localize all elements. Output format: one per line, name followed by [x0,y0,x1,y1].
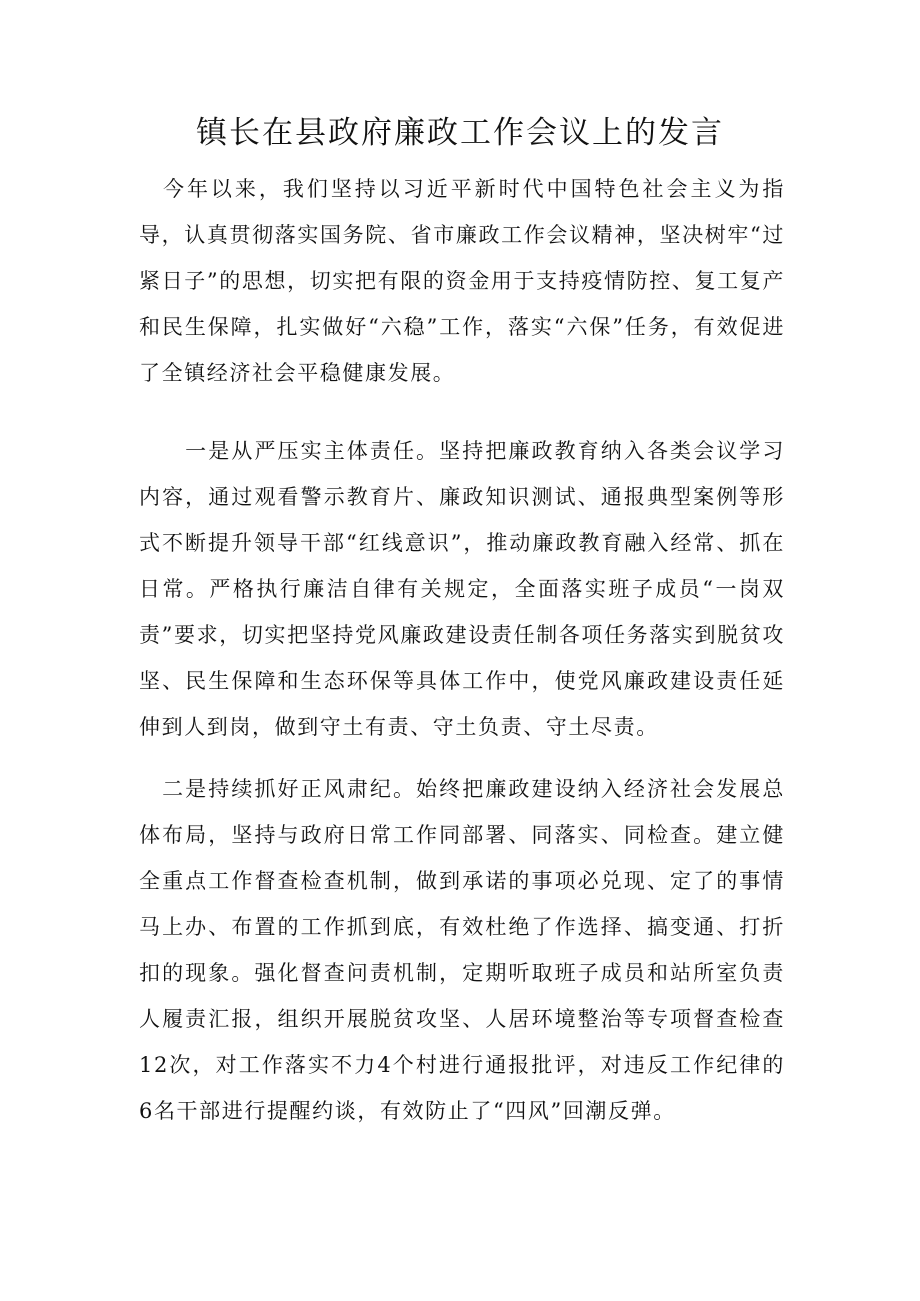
paragraph-responsibility: 一是从严压实主体责任。坚持把廉政教育纳入各类会议学习内容，通过观看警示教育片、廉政知识测试、通报典型案例等形式不断提升领导干部“红线意识”，推动廉政教育融入经常、抓在日常。严格执行廉洁自律有关规定，全面落实班子成员“一岗双责”要求，切实把坚持党风廉政建设责任制各项任务落实到脱贫攻坚、民生保障和生态环保等具体工作中，使党风廉政建设责任延伸到人到岗，做到守土有责、守土负责、守土尽责。 [139,439,785,739]
paragraph-intro: 今年以来，我们坚持以习近平新时代中国特色社会主义为指导，认真贯彻落实国务院、省市廉政工作会议精神，坚决树牢“过紧日子”的思想，切实把有限的资金用于支持疫情防控、复工复产和民生保障，扎实做好“六稳”工作，落实“六保”任务，有效促进了全镇经济社会平稳健康发展。 [139,177,785,385]
paragraph-discipline: 二是持续抓好正风肃纪。始终把廉政建设纳入经济社会发展总体布局，坚持与政府日常工作同部署、同落实、同检查。建立健全重点工作督查检查机制，做到承诺的事项必兑现、定了的事情马上办、布置的工作抓到底，有效杜绝了作选择、搞变通、打折扣的现象。强化督查问责机制，定期听取班子成员和站所室负责人履责汇报，组织开展脱贫攻坚、人居环境整治等专项督查检查12次，对工作落实不力4个村进行通报批评，对违反工作纪律的6名干部进行提醒约谈，有效防止了“四风”回潮反弹。 [139,777,785,1123]
document-title: 镇长在县政府廉政工作会议上的发言 [196,115,724,151]
